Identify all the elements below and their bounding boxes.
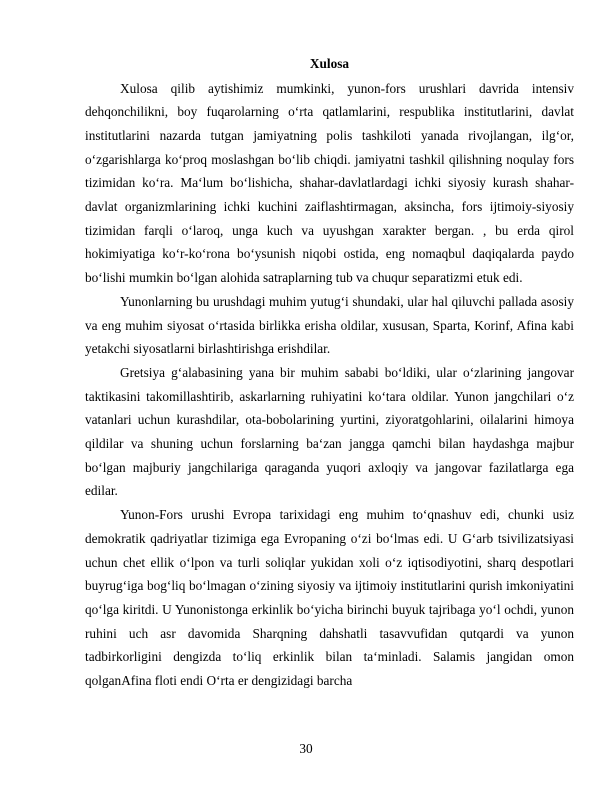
paragraph: Yunon-Fors urushi Evropa tarixidagi eng muhim to‘qnashuv edi, chunki usiz demokratik qadriyatlar tizimiga ega Evropaning o‘zi bo‘lmas edi. U G‘arb tsivilizatsiyasi uchun chet ellik o‘lpon va turli soliqlar yukidan xoli o‘z iqtisodiyotini, sharq despotlari buyrug‘iga bog‘liq bo‘lmagan o‘zining siyosiy va ijtimoiy institutlarini qurish imkoniyatini qo‘lga kiritdi. U Yunonistonga erkinlik bo‘yicha birinchi buyuk tajribaga yo‘l ochdi, yunon ruhini uch asr davomida Sharqning dahshatli tasavvufidan qutqardi va yunon tadbirkorligini dengizda to‘liq erkinlik bilan ta‘minladi. Salamis jangidan omon qolganAfina floti endi O‘rta er dengizidagi barcha — [85, 507, 574, 689]
paragraph: Yunonlarning bu urushdagi muhim yutug‘i shundaki, ular hal qiluvchi pallada asosiy va eng muhim siyosat o‘rtasida birlikka erisha oldilar, xususan, Sparta, Korinf, Afina kabi yetakchi siyosatlarni birlashtirishga erishdilar. — [85, 293, 574, 357]
paragraph: Xulosa qilib aytishimiz mumkinki, yunon-fors urushlari davrida intensiv dehqonchilikni, boy fuqarolarning o‘rta qatlamlarini, respublika institutlarini, davlat institutlarini nazarda tutgan jamiyatning polis tashkiloti yanada rivojlangan, ilg‘or, o‘zgarishlarga ko‘proq moslashgan bo‘lib chiqdi. jamiyatni tashkil qilishning noqulay fors tizimidan ko‘ra. Ma‘lum bo‘lishicha, shahar-davlatlardagi ichki siyosiy kurash shahar-davlat organizmlarining ichki kuchini zaiflashtirmagan, aksincha, fors ijtimoiy-siyosiy tizimidan farqli o‘laroq, unga kuch va uyushgan xarakter bergan. , bu erda qirol hokimiyatiga ko‘r-ko‘rona bo‘ysunish niqobi ostida, eng nomaqbul daqiqalarda paydo bo‘lishi mumkin bo‘lgan alohida satraplarning tub va chuqur separatizmi etuk edi. — [85, 80, 574, 286]
section-title: Xulosa — [309, 56, 350, 71]
page-number: 30 — [299, 741, 313, 756]
document-body — [85, 77, 574, 693]
paragraph: Gretsiya g‘alabasining yana bir muhim sababi bo‘ldiki, ular o‘zlarining jangovar taktikasini takomillashtirib, askarlarning ruhiyatini ko‘tara oldilar. Yunon jangchilari o‘z vatanlari uchun kurashdilar, ota-bobolarining yurtini, ziyoratgohlarini, oilalarini himoya qildilar va shuning uchun forslarning ba‘zan jangga qamchi bilan haydashga majbur bo‘lgan majburiy jangchilariga qaraganda yuqori axloqiy va jangovar fazilatlarga ega edilar. — [85, 364, 574, 499]
